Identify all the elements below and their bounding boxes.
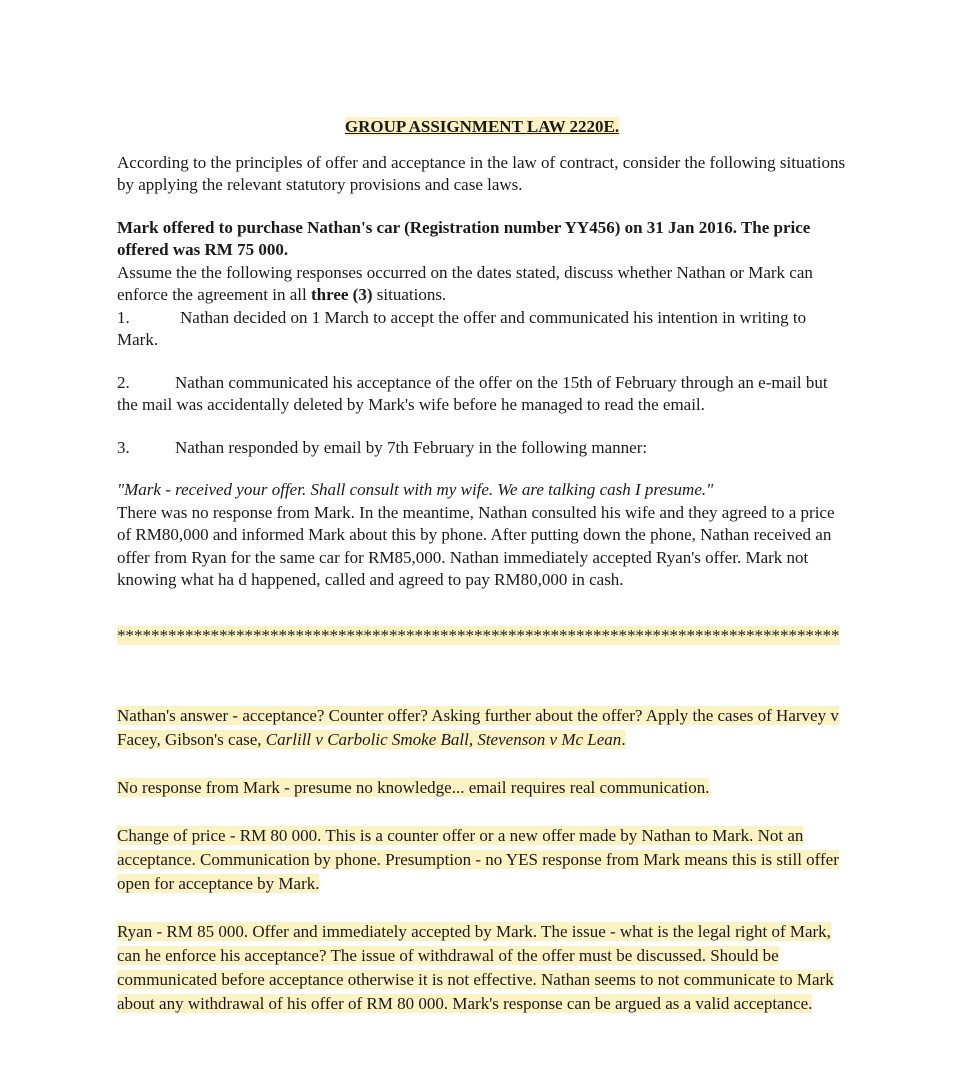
assume-bold: three (3) xyxy=(310,285,373,304)
answer-note-4-text: Ryan - RM 85 000. Offer and immediately accepted by Mark. The issue - what is the legal right of Mark, can he enforce his acceptance? The issue of withdrawal of the offer must be discussed. Should be communicated before acceptance otherwise it is not effective. Nathan seems to not communicate to Mark about any withdrawal of his offer of RM 80 000. Mark's response can be argued as a valid acceptance. xyxy=(117,922,834,1013)
situation-2 xyxy=(117,372,847,417)
assume-prefix: Assume the the following responses occurred on the dates stated, discuss whether Nathan or Mark can enforce the agreement in all xyxy=(117,262,813,304)
answer-note-1-suffix: . xyxy=(621,730,626,749)
assume-suffix: situations. xyxy=(372,285,447,304)
situation-number: 1. xyxy=(117,307,130,327)
intro-paragraph: According to the principles of offer and acceptance in the law of contract, consider the following situations by applying the relevant statutory provisions and case laws. xyxy=(117,152,846,194)
answer-note-1-prefix: Nathan's answer - acceptance? Counter offer? Asking further about the offer? Apply the cases of Harvey v Facey, Gibson's case, xyxy=(117,706,839,749)
situation-1 xyxy=(117,307,847,352)
scenario-statement: Mark offered to purchase Nathan's car (Registration number YY456) on 31 Jan 2016. The price offered was RM 75 000. xyxy=(117,217,811,259)
separator-stars: ************************************************************************************* xyxy=(117,625,840,645)
answer-notes xyxy=(117,704,847,1016)
answer-note-4 xyxy=(117,920,847,1016)
situation-3 xyxy=(117,437,847,460)
answer-note-1-cases: Carlill v Carbolic Smoke Ball, Stevenson v Mc Lean xyxy=(265,730,622,749)
document-page xyxy=(117,116,847,1016)
situation-text: Nathan decided on 1 March to accept the offer and communicated his intention in writing to Mark. xyxy=(117,307,807,349)
answer-note-1 xyxy=(117,704,847,752)
assume-paragraph xyxy=(117,262,847,307)
after-quote-paragraph: There was no response from Mark. In the meantime, Nathan consulted his wife and they agreed to a price of RM80,000 and informed Mark about this by phone. After putting down the phone, Nathan received an offer from Ryan for the same car for RM85,000. Nathan immediately accepted Ryan's offer. Mark not knowing what ha d happened, called and agreed to pay RM80,000 in cash. xyxy=(117,502,835,589)
situation-text: Nathan communicated his acceptance of the offer on the 15th of February through an e-mail but the mail was accidentally deleted by Mark's wife before he managed to read the email. xyxy=(117,372,828,414)
answer-note-2-text: No response from Mark - presume no knowledge... email requires real communication. xyxy=(117,778,710,797)
email-quote: "Mark - received your offer. Shall consult with my wife. We are talking cash I presume." xyxy=(117,480,714,499)
separator-line xyxy=(117,625,847,648)
answer-note-3 xyxy=(117,824,847,896)
situation-number: 3. xyxy=(117,437,130,457)
situation-text: Nathan responded by email by 7th February in the following manner: xyxy=(175,437,648,457)
document-title xyxy=(117,116,847,139)
title-text: GROUP ASSIGNMENT LAW 2220E. xyxy=(344,117,620,136)
situation-number: 2. xyxy=(117,372,130,392)
answer-note-3-text: Change of price - RM 80 000. This is a counter offer or a new offer made by Nathan to Mark. Not an acceptance. Communication by phone. Presumption - no YES response from Mark means this is still offer open for acceptance by Mark. xyxy=(117,826,839,893)
answer-note-2 xyxy=(117,776,847,800)
